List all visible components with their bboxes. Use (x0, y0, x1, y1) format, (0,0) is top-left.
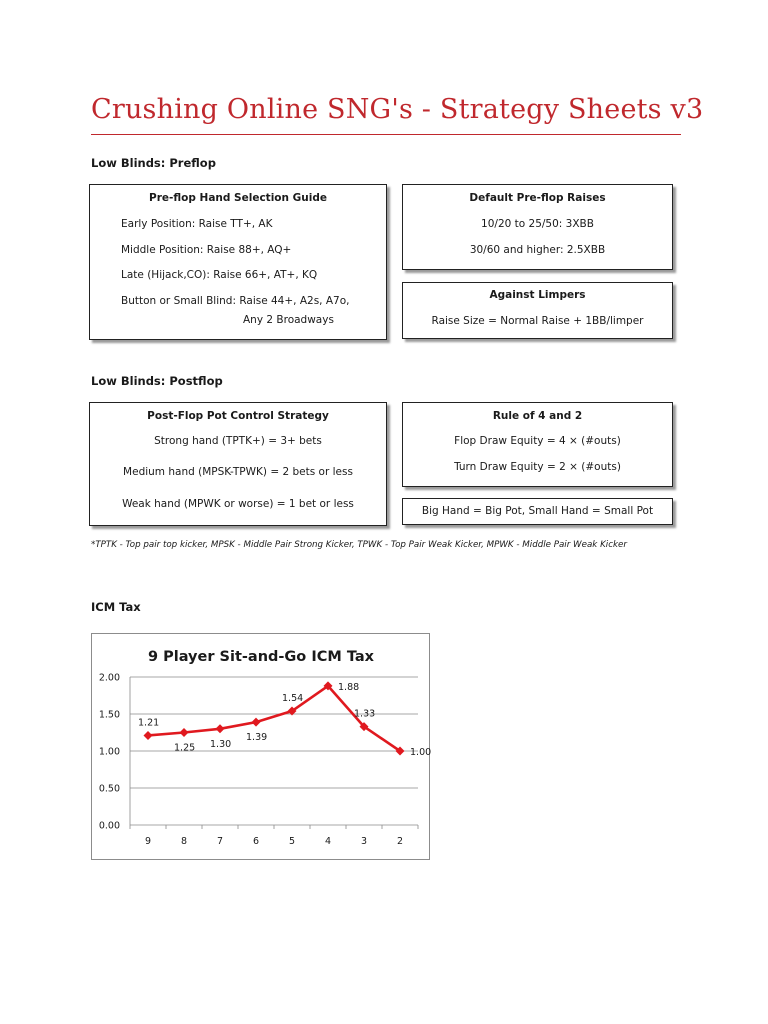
pot-control-box (89, 402, 387, 526)
x-tick-label: 2 (396, 836, 404, 847)
hand-selection-line: Late (Hijack,CO): Raise 66+, AT+, KQ (121, 269, 318, 281)
icm-tax-chart-svg (92, 634, 431, 861)
hand-selection-title: Pre-flop Hand Selection Guide (149, 192, 327, 204)
rule-4-2-box (402, 402, 673, 487)
data-label: 1.00 (410, 747, 431, 758)
hand-selection-line: Early Position: Raise TT+, AK (121, 218, 273, 230)
chart-title: 9 Player Sit-and-Go ICM Tax (147, 649, 375, 665)
x-tick-label: 3 (360, 836, 368, 847)
big-hand-line: Big Hand = Big Pot, Small Hand = Small Pot (421, 505, 654, 517)
data-label: 1.25 (174, 742, 196, 754)
pot-control-line: Weak hand (MPWK or worse) = 1 bet or less (122, 498, 354, 510)
y-tick-label: 0.00 (98, 820, 120, 832)
against-limpers-box (402, 282, 673, 339)
hand-selection-line: Button or Small Blind: Raise 44+, A2s, A7o, (121, 295, 350, 307)
icm-tax-chart (91, 633, 430, 860)
x-tick-label: 5 (288, 836, 296, 847)
data-label: 1.39 (246, 732, 268, 744)
data-point-marker (180, 728, 189, 737)
default-raises-line: 10/20 to 25/50: 3XBB (481, 218, 594, 230)
x-tick-label: 4 (324, 836, 332, 847)
pot-control-line: Strong hand (TPTK+) = 3+ bets (154, 435, 322, 447)
x-tick-label: 6 (252, 836, 260, 847)
default-raises-box (402, 184, 673, 270)
y-tick-label: 0.50 (98, 783, 120, 795)
postflop-heading: Low Blinds: Postflop (91, 374, 223, 388)
data-label: 1.54 (282, 693, 304, 705)
data-label: 1.30 (210, 738, 232, 750)
default-raises-line: 30/60 and higher: 2.5XBB (469, 244, 606, 256)
against-limpers-title: Against Limpers (489, 289, 586, 301)
data-label: 1.88 (338, 681, 360, 693)
data-point-marker (144, 731, 153, 740)
rule-4-2-line: Flop Draw Equity = 4 × (#outs) (454, 435, 621, 447)
x-tick-label: 8 (180, 836, 188, 847)
y-tick-label: 1.00 (98, 746, 120, 758)
big-hand-box (402, 498, 673, 525)
y-tick-label: 2.00 (98, 672, 120, 684)
x-tick-label: 9 (144, 836, 152, 847)
hand-selection-box (89, 184, 387, 340)
preflop-heading: Low Blinds: Preflop (91, 156, 216, 170)
rule-4-2-title: Rule of 4 and 2 (492, 410, 583, 422)
pot-control-line: Medium hand (MPSK-TPWK) = 2 bets or less (123, 466, 353, 478)
pot-control-title: Post-Flop Pot Control Strategy (147, 410, 329, 422)
y-tick-label: 1.50 (98, 709, 120, 721)
data-label: 1.21 (138, 717, 160, 729)
hand-selection-line: Middle Position: Raise 88+, AQ+ (121, 244, 292, 256)
page-title: Crushing Online SNG's - Strategy Sheets v3 (91, 94, 704, 125)
x-tick-label: 7 (216, 836, 224, 847)
against-limpers-line: Raise Size = Normal Raise + 1BB/limper (431, 315, 644, 327)
rule-4-2-line: Turn Draw Equity = 2 × (#outs) (454, 461, 621, 473)
title-divider (91, 134, 681, 135)
data-point-marker (252, 718, 261, 727)
hand-selection-line: Any 2 Broadways (243, 314, 334, 326)
abbreviation-footnote: *TPTK - Top pair top kicker, MPSK - Middle Pair Strong Kicker, TPWK - Top Pair Weak Kicker, MPWK - Middle Pair Weak Kicker (91, 540, 627, 550)
default-raises-title: Default Pre-flop Raises (469, 192, 606, 204)
data-point-marker (216, 724, 225, 733)
icm-heading: ICM Tax (91, 600, 141, 614)
data-label: 1.33 (354, 708, 376, 720)
